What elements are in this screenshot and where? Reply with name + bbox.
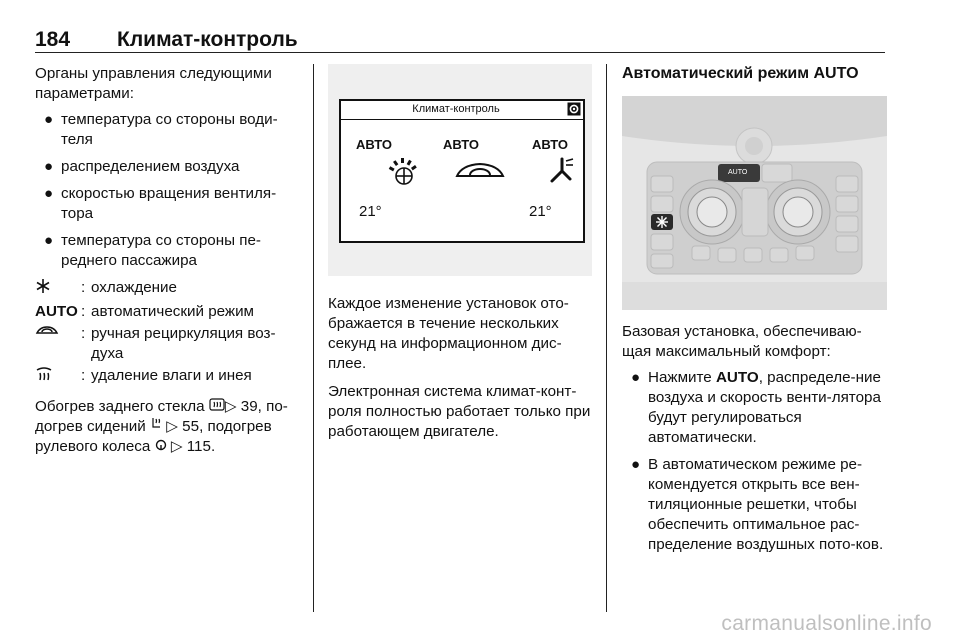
ref-arrow-icon: ▷ (170, 438, 183, 455)
snowflake-icon (35, 278, 81, 300)
column-right (622, 64, 887, 553)
paragraph: Каждое изменение установок ото-бражается в течение нескольких секунд на информационном дис-плее. (328, 295, 569, 372)
bullet-icon: ● (631, 456, 641, 473)
climate-display-screen (339, 99, 585, 243)
column-left (35, 64, 300, 457)
auto-label-center: АВТО (443, 137, 480, 152)
page-title: Климат-контроль (117, 28, 298, 51)
auto-mode-list (622, 368, 887, 555)
list-item: ● скоростью вращения вентиля-тора (44, 185, 277, 222)
fan-speed-icon (386, 153, 422, 187)
symbol-row: : ручная рециркуляция воз-духа (35, 324, 300, 364)
symbol-desc: охлаждение (91, 279, 177, 296)
paragraph: Электронная система климат-конт-роля полностью работает только при работающем двигателе. (328, 383, 591, 440)
auto-symbol: AUTO (35, 303, 78, 320)
gear-icon (567, 102, 581, 116)
symbol-desc: удаление влаги и инея (91, 367, 252, 384)
ref-arrow-icon: ▷ (224, 398, 237, 415)
auto-label-right: АВТО (532, 137, 569, 152)
rear-window-heating-icon (209, 398, 225, 411)
display-description (328, 294, 592, 450)
column-divider (313, 64, 314, 612)
symbol-table (35, 278, 300, 388)
ref-arrow-icon: ▷ (166, 418, 178, 435)
temp-right: 21° (529, 203, 552, 220)
recirculation-car-icon (454, 159, 506, 183)
seat-airflow-icon (546, 153, 576, 185)
recirculation-icon (35, 324, 81, 364)
page-header (35, 30, 885, 53)
symbol-row: AUTO : автоматический режим (35, 302, 300, 322)
symbol-row: : удаление влаги и инея (35, 366, 300, 388)
list-item: ● Нажмите AUTO, распределе-ние воздуха и скорость венти-лятора будут регулироваться автоматически. (631, 369, 881, 446)
bullet-icon: ● (44, 158, 54, 175)
symbol-desc: ручная рециркуляция воз-духа (91, 325, 276, 362)
page-number: 184 (35, 28, 71, 51)
bullet-icon: ● (44, 111, 54, 128)
column-divider (606, 64, 607, 612)
list-item: ● распределением воздуха (44, 158, 240, 175)
steering-wheel-heating-icon (155, 439, 167, 451)
auto-label-left: АВТО (356, 137, 393, 152)
symbol-desc: автоматический режим (91, 303, 254, 320)
list-item: ● температура со стороны пе-реднего пассажира (44, 232, 261, 269)
bullet-icon: ● (44, 232, 54, 249)
control-panel-illustration (622, 96, 887, 310)
auto-button-label: AUTO (728, 169, 748, 176)
display-title: Климат-контроль (412, 103, 500, 115)
bullet-icon: ● (44, 185, 54, 202)
temp-left: 21° (359, 203, 382, 220)
defrost-icon (35, 366, 81, 388)
symbol-row: : охлаждение (35, 278, 300, 300)
bullet-icon: ● (631, 369, 641, 386)
list-item: ● В автоматическом режиме ре-комендуется открыть все вен-тиляционные решетки, чтобы обеспечить оптимальное рас-пределение воздушных пото-ков. (631, 456, 884, 553)
watermark: carmanualsonline.info (721, 612, 932, 635)
auto-mode-description (622, 322, 887, 562)
intro-text: Органы управления следующими параметрами: (35, 65, 272, 102)
paragraph: Базовая установка, обеспечиваю-щая максимальный комфорт: (622, 323, 862, 360)
climate-display-figure (328, 64, 592, 276)
section-heading: Автоматический режим AUTO (622, 65, 859, 82)
list-item: ● температура со стороны води-теля (44, 111, 278, 148)
controls-list (35, 110, 300, 271)
seat-heating-icon (150, 417, 162, 431)
heating-text: Обогрев заднего стекла ▷ 39, по- догрев сидений ▷ 55, подогрев рулевого колеса ▷ 115. (35, 398, 288, 455)
control-panel-figure (622, 96, 887, 310)
